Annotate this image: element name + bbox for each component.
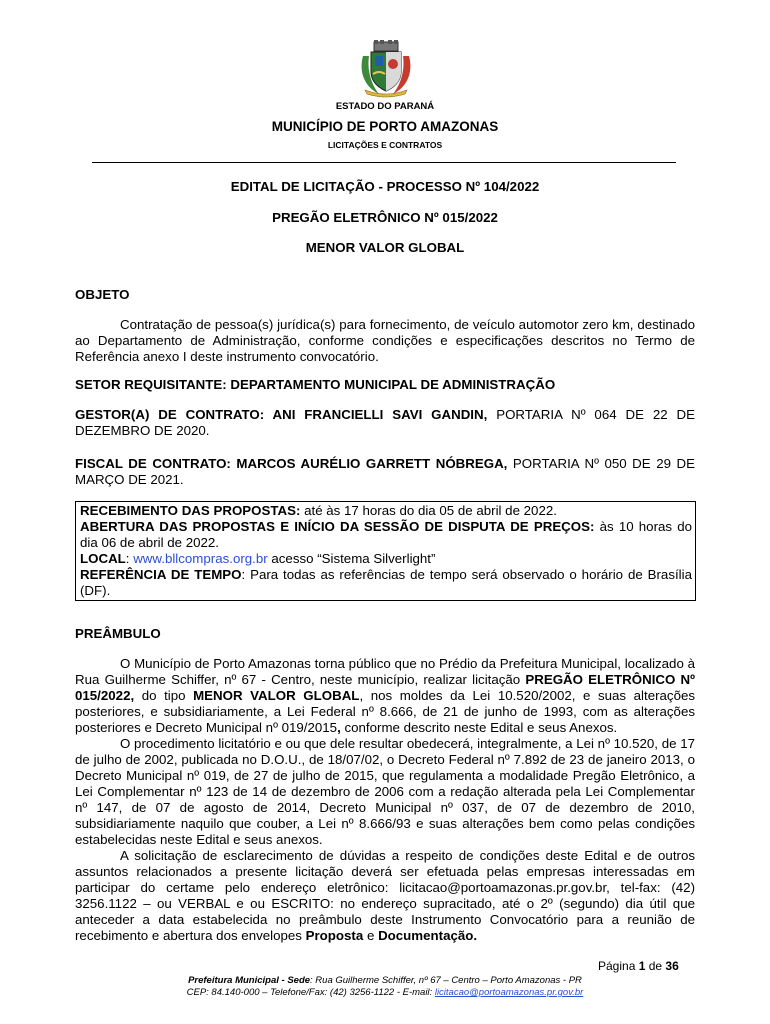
preambulo-paragraph-1 — [75, 656, 695, 736]
preambulo-body — [75, 656, 695, 944]
objeto-text: Contratação de pessoa(s) jurídica(s) para fornecimento, de veículo automotor zero km, destinado ao Departamento de Administração, conforme condições e especificações descritos no Termo de Referência anexo I deste instrumento convocatório. — [75, 317, 695, 364]
setor-requisitante: SETOR REQUISITANTE: DEPARTAMENTO MUNICIPAL DE ADMINISTRAÇÃO — [75, 377, 556, 392]
recebimento-line — [80, 503, 692, 519]
gestor-label: GESTOR(A) DE CONTRATO: ANI FRANCIELLI SAVI GANDIN, — [75, 407, 488, 422]
header-municipality: MUNICÍPIO DE PORTO AMAZONAS — [271, 119, 499, 134]
preambulo-heading: PREÂMBULO — [75, 626, 161, 641]
footer-email-link[interactable]: licitacao@portoamazonas.pr.gov.br — [434, 987, 584, 998]
page-sep: de — [645, 959, 666, 973]
local-colon: : — [125, 551, 134, 566]
pregao-title: PREGÃO ELETRÔNICO Nº 015/2022 — [272, 210, 498, 225]
edital-title: EDITAL DE LICITAÇÃO - PROCESSO Nº 104/2022 — [230, 179, 540, 194]
header-department: LICITAÇÕES E CONTRATOS — [327, 140, 443, 150]
gestor-contrato — [75, 407, 695, 439]
dates-box — [75, 501, 696, 601]
local-text: acesso “Sistema Silverlight” — [267, 551, 436, 566]
page-number — [598, 959, 679, 973]
p1-text-a: O Município de Porto Amazonas torna público que no Prédio da Prefeitura Municipal, localizado à Rua Guilherme Schiffer, nº 67 - Centro, neste município, realizar licitação — [75, 656, 695, 687]
abertura-line — [80, 519, 692, 551]
page-total: 36 — [665, 959, 679, 973]
preambulo-paragraph-3 — [75, 848, 695, 944]
referencia-line — [80, 567, 692, 599]
header-divider — [92, 162, 676, 163]
p1-comma: , — [337, 720, 341, 735]
footer-sede-label: Prefeitura Municipal - Sede — [188, 975, 311, 986]
footer-line-2 — [0, 987, 770, 998]
coat-of-arms-logo — [357, 40, 415, 98]
p3-documentacao: Documentação. — [378, 928, 478, 943]
p3-text-c: e — [363, 928, 379, 943]
local-label: LOCAL — [80, 551, 126, 566]
p1-menor-valor: MENOR VALOR GLOBAL — [193, 688, 360, 703]
p1-text-g: conforme descrito neste Edital e seus Anexos. — [340, 720, 618, 735]
page-current: 1 — [638, 959, 646, 973]
p1-pregao: PREGÃO ELETRÔNICO Nº 015/2022, — [75, 672, 695, 703]
page-label: Página — [598, 959, 639, 973]
referencia-text: : Para todas as referências de tempo será observado o horário de Brasília (DF). — [80, 567, 692, 598]
referencia-label: REFERÊNCIA DE TEMPO — [80, 567, 242, 582]
criterio-title: MENOR VALOR GLOBAL — [305, 240, 465, 255]
p3-text-a: A solicitação de esclarecimento de dúvidas a respeito de condições deste Edital e de outros assuntos relacionados a presente licitação deverá ser efetuada pelas empresas interessadas em participar do certame pelo endereço eletrônico: licitacao@portoamazonas.pr.gov.br, tel-fax: (42) 3256.1122 – ou VERBAL e ou ESCRITO: no endereço supracitado, até o 2º (segundo) dia útil que anteceder a data estabelecida no preâmbulo deste Instrumento Convocatório para a reunião de recebimento e abertura dos envelopes — [75, 848, 695, 943]
p3-proposta: Proposta — [305, 928, 364, 943]
footer-line-1 — [0, 975, 770, 986]
fiscal-contrato — [75, 456, 695, 488]
p1-text-c: do tipo — [134, 688, 194, 703]
footer-contact: CEP: 84.140-000 – Telefone/Fax: (42) 3256-1122 - E-mail: — [186, 987, 435, 998]
p1-text-e: , nos moldes da Lei 10.520/2002, e suas alterações posteriores, e subsidiariamente, a Lei Federal nº 8.666, de 21 de junho de 1993, com as alterações posteriores e Decreto Municipal nº 019/2015 — [75, 688, 696, 735]
preambulo-paragraph-2: O procedimento licitatório e ou que dele resultar obedecerá, integralmente, a Lei nº 10.520, de 17 de julho de 2002, publicada no D.O.U., de 18/07/02, o Decreto Federal nº 7.892 de 23 de janeiro 2013, o Decreto Municipal nº 019, de 27 de julho de 2015, que regulamenta a modalidade Pregão Eletrônico, a Lei Complementar nº 123 de 14 de dezembro de 2006 com a redação alterada pela Lei Complementar nº 147, de 07 de agosto de 2014, Decreto Municipal nº 037, de 07 de dezembro de 2010, subsidiariamente naquilo que couber, a Lei nº 8.666/93 e suas alterações bem como pelas condições estabelecidas neste Edital e seus anexos. — [75, 736, 695, 847]
objeto-heading: OBJETO — [75, 287, 130, 302]
abertura-text: às 10 horas do dia 06 de abril de 2022. — [80, 519, 693, 550]
bllcompras-link[interactable]: www.bllcompras.org.br — [133, 551, 268, 566]
fiscal-label: FISCAL DE CONTRATO: MARCOS AURÉLIO GARRETT NÓBREGA, — [75, 456, 508, 471]
recebimento-label: RECEBIMENTO DAS PROPOSTAS: — [80, 503, 301, 518]
footer-address: : Rua Guilherme Schiffer, nº 67 – Centro – Porto Amazonas - PR — [310, 975, 582, 986]
local-line — [80, 551, 692, 567]
recebimento-text: até às 17 horas do dia 05 de abril de 2022. — [300, 503, 557, 518]
header-state: ESTADO DO PARANÁ — [335, 101, 435, 112]
gestor-text: PORTARIA Nº 064 DE 22 DE DEZEMBRO DE 2020. — [75, 407, 695, 438]
abertura-label: ABERTURA DAS PROPOSTAS E INÍCIO DA SESSÃO DE DISPUTA DE PREÇOS: — [80, 519, 595, 534]
fiscal-text: PORTARIA Nº 050 DE 29 DE MARÇO DE 2021. — [75, 456, 695, 487]
